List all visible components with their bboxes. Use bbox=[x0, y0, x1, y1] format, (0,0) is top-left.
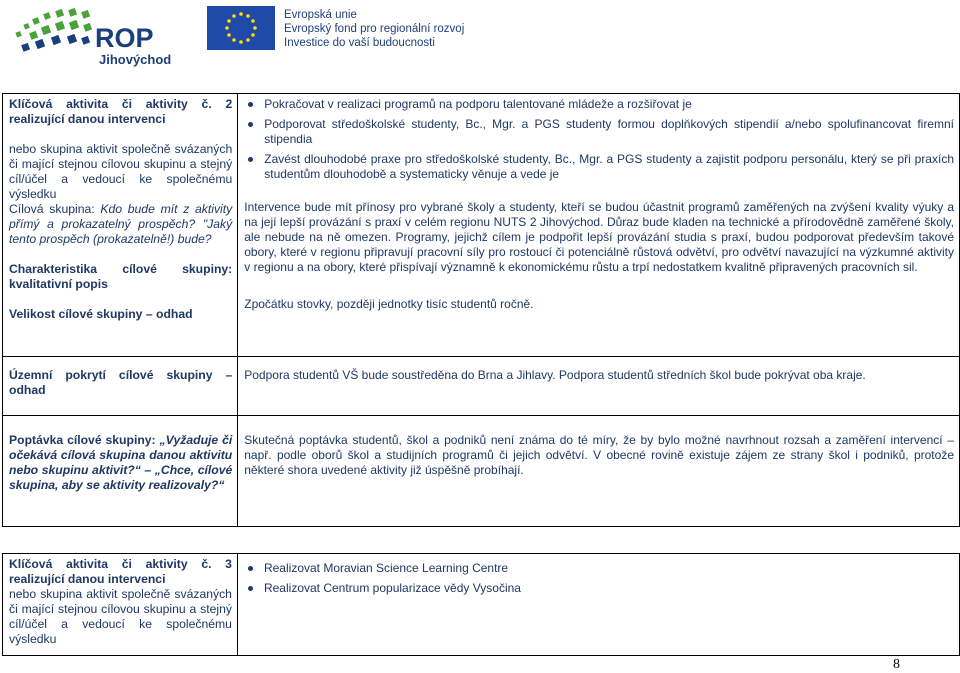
activity-content-cell bbox=[238, 94, 960, 357]
characteristics-text: Intervence bude mít přínosy pro vybrané školy a studenty, kteří se budou účastnit programů zaměřených na zvýšení kvality výuky a na její lepší provázání s praxí v celém regionu NUTS 2 Jihovýchod. Důraz bude kladen na technické a přírodovědně zaměřené školy, ale nebude na ně omezen. Programy, jejichž cílem je podpořit lepší provázání studia s praxí, budou podporovat především takové obory, které v regionu připravují pracovní síly pro rostoucí či potenciálně růstová odvětví, pro odvětví navazující na výzkumné aktivity v regionu a na obory, které přispívají významně k ekonomickému růstu a trpí nedostatkem kvalitně připravených pracovních sil. bbox=[244, 200, 954, 274]
page-number: 8 bbox=[893, 657, 900, 672]
territory-heading: Územní pokrytí cílové skupiny – odhad bbox=[9, 368, 233, 397]
eu-line-1: Evropská unie bbox=[284, 9, 357, 21]
territory-label-cell bbox=[3, 357, 238, 416]
activity-group-text: nebo skupina aktivit společně svázaných či mající stejnou cílovou skupinu a stejný cíl/účel a vedoucí ke společnému výsledku bbox=[9, 142, 233, 201]
demand-prefix: Poptávka cílové skupiny: bbox=[9, 433, 160, 447]
activity-3-table bbox=[2, 553, 960, 656]
territory-content-cell bbox=[238, 357, 960, 416]
activity-heading: Klíčová aktivita či aktivity č. 3 realizující danou intervenci bbox=[9, 557, 232, 586]
demand-text bbox=[9, 433, 232, 493]
activity-row bbox=[3, 94, 960, 357]
eu-flag-icon bbox=[207, 6, 275, 50]
activity-heading: Klíčová aktivita či aktivity č. 2 realizující danou intervenci bbox=[9, 97, 233, 126]
list-item: Podporovat středoškolské studenty, Bc., Mgr. a PGS studenty formou doplňkových stipendií a/nebo spolufinancovat firemní stipendia bbox=[264, 117, 954, 146]
target-prefix: Cílová skupina: bbox=[9, 202, 101, 216]
activity-2-table bbox=[2, 93, 960, 527]
demand-label-cell bbox=[3, 416, 238, 527]
activity-bullet-list bbox=[244, 561, 954, 596]
target-question: Kdo bude mít z aktivity přímý a prokazatelný prospěch? "Jaký tento prospěch (prokazatelně!) bude? bbox=[9, 202, 233, 246]
activity-description-cell bbox=[3, 94, 238, 357]
eu-line-3: Investice do vaší budoucnosti bbox=[284, 37, 435, 49]
demand-answer: Skutečná poptávka studentů, škol a podniků není známa do té míry, že by bylo možné navrhnout rozsah a zaměření intervencí – např. podle oborů škol a studijních programů či jejich odvětví. V obecné rovině existuje zájem ze strany škol i podniků, protože některé shora uvedené aktivity již úspěšně probíhají. bbox=[244, 433, 954, 477]
list-item: Pokračovat v realizaci programů na podporu talentované mládeže a rozšiřovat je bbox=[264, 97, 954, 112]
demand-question: „Vyžaduje či očekává cílová skupina danou aktivitu nebo skupinu aktivit?“ – „Chce, cílové skupina, aby se aktivity realizovaly?“ bbox=[9, 433, 233, 492]
target-group-text bbox=[9, 202, 232, 247]
demand-content-cell bbox=[238, 416, 960, 527]
activity-bullet-list bbox=[244, 97, 954, 182]
size-text: Zpočátku stovky, později jednotky tisíc studentů ročně. bbox=[244, 297, 534, 311]
list-item: Realizovat Moravian Science Learning Centre bbox=[264, 561, 954, 576]
demand-row bbox=[3, 416, 960, 527]
activity-content-cell bbox=[237, 554, 959, 656]
territory-text: Podpora studentů VŠ bude soustředěna do Brna a Jihlavy. Podpora studentů středních škol bude pokrývat oba kraje. bbox=[244, 368, 866, 382]
characteristics-heading: Charakteristika cílové skupiny: kvalitativní popis bbox=[9, 262, 233, 291]
list-item: Zavést dlouhodobé praxe pro středoškolské studenty, Bc., Mgr. a PGS studenty a zajistit podporu personálu, který se při praxích studentům dlouhodobě a systematicky věnuje a vede je bbox=[264, 152, 954, 181]
eu-line-2: Evropský fond pro regionální rozvoj bbox=[284, 23, 465, 35]
rop-title: ROP bbox=[95, 23, 154, 53]
size-heading: Velikost cílové skupiny – odhad bbox=[9, 307, 193, 321]
territory-row bbox=[3, 357, 960, 416]
list-item: Realizovat Centrum popularizace vědy Vysočina bbox=[264, 581, 954, 596]
activity-row bbox=[3, 554, 960, 656]
rop-subtitle: Jihovýchod bbox=[99, 52, 172, 67]
page-header bbox=[0, 0, 960, 70]
activity-description-cell bbox=[3, 554, 238, 656]
activity-group-text: nebo skupina aktivit společně svázaných či mající stejnou cílovou skupinu a stejný cíl/účel a vedoucí ke společnému výsledku bbox=[9, 587, 232, 646]
eu-caption bbox=[284, 8, 464, 50]
